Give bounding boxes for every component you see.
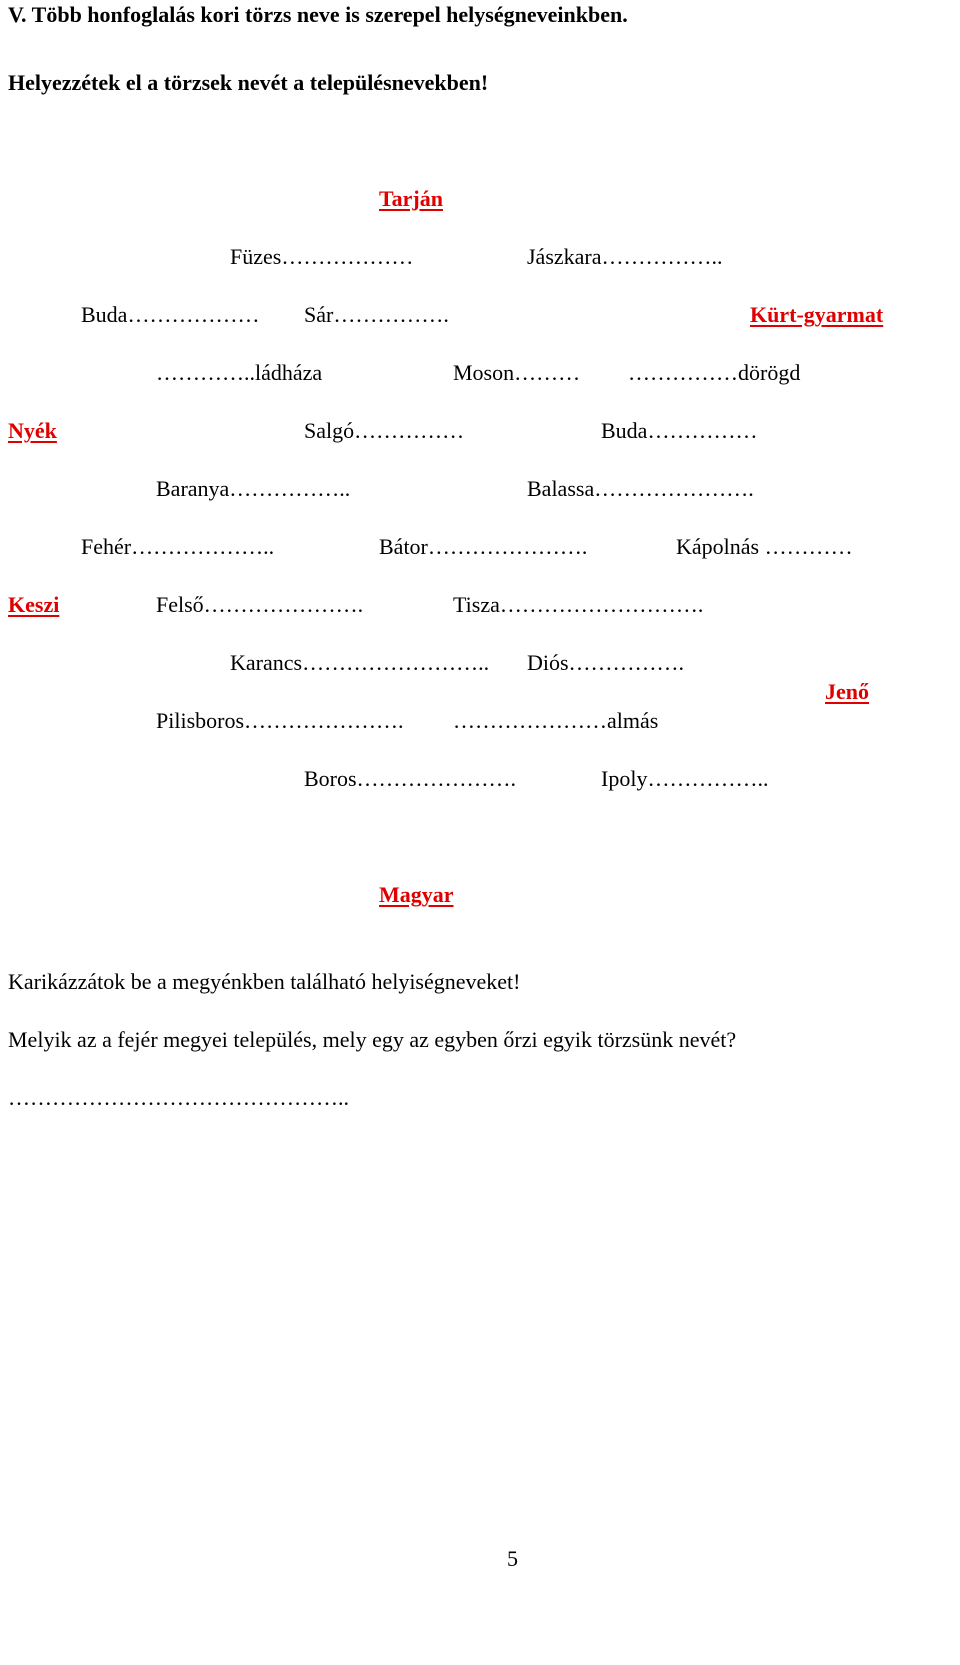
place-felso: Felső………………….: [156, 592, 364, 617]
place-ladhaza: …………..ládháza: [156, 360, 323, 385]
place-balassa: Balassa………………….: [527, 476, 754, 501]
tribe-nyek: Nyék: [8, 418, 57, 443]
place-tisza: Tisza……………………….: [453, 592, 704, 617]
task-heading-line-1: V. Több honfoglalás kori törzs neve is szerepel helységneveinkben.: [8, 2, 628, 27]
place-ipoly: Ipoly……………..: [601, 766, 769, 791]
place-feher: Fehér………………..: [81, 534, 275, 559]
place-baranya: Baranya……………..: [156, 476, 351, 501]
place-jaszkara: Jászkara……………..: [527, 244, 723, 269]
tribe-tarjan: Tarján: [379, 186, 443, 211]
place-karancs: Karancs……………………..: [230, 650, 490, 675]
place-buda-1: Buda………………: [81, 302, 260, 327]
place-boros: Boros………………….: [304, 766, 517, 791]
tribe-jeno: Jenő: [825, 679, 869, 704]
tribe-kurt-gyarmat: Kürt-gyarmat: [750, 302, 884, 327]
place-dios: Diós…………….: [527, 650, 685, 675]
place-dorogd: ……………dörögd: [628, 360, 801, 385]
place-pilisboros: Pilisboros………………….: [156, 708, 404, 733]
place-kapolnas: Kápolnás …………: [676, 534, 853, 559]
task-heading-line-2: Helyezzétek el a törzsek nevét a településnevekben!: [8, 70, 489, 95]
place-fuzes: Füzes………………: [230, 244, 414, 269]
instruction-circle-county: Karikázzátok be a megyénkben található helyiségneveket!: [8, 969, 521, 994]
question-fejer-settlement: Melyik az a fejér megyei település, mely egy az egyben őrzi egyik törzsünk nevét?: [8, 1027, 737, 1052]
place-sar: Sár…………….: [304, 302, 449, 327]
place-buda-2: Buda……………: [601, 418, 758, 443]
tribe-keszi: Keszi: [8, 592, 60, 617]
place-salgo: Salgó……………: [304, 418, 465, 443]
place-almas: …………………almás: [453, 708, 659, 733]
place-moson: Moson………: [453, 360, 581, 385]
place-bator: Bátor………………….: [379, 534, 588, 559]
answer-blank: ………………………………………..: [8, 1085, 349, 1110]
page-number: 5: [507, 1546, 518, 1571]
tribe-magyar: Magyar: [379, 882, 454, 907]
